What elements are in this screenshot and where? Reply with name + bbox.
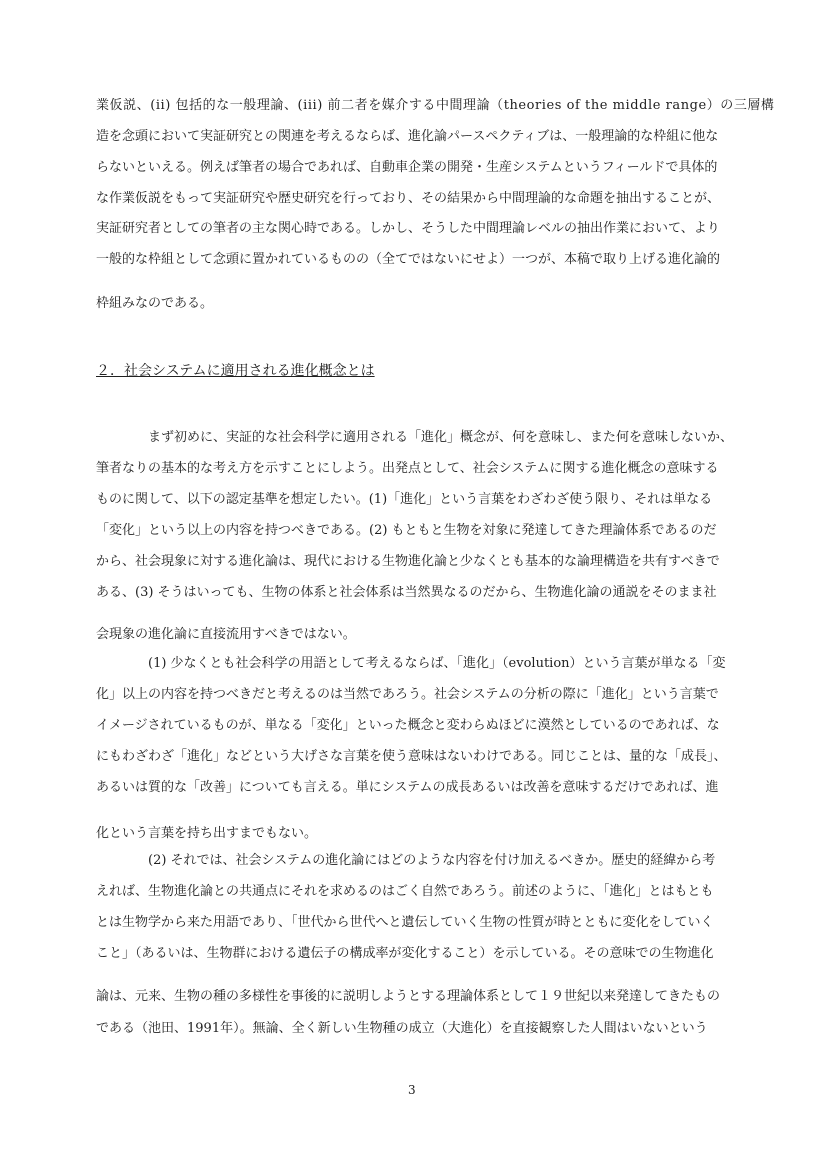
text-line: である（池田、1991年）。無論、全く新しい生物種の成立（大進化）を直接観察した人間はいないという [96, 1021, 708, 1036]
text-line: 「変化」という以上の内容を持つべきである。(2) もともと生物を対象に発達してきた理論体系であるのだ [96, 523, 717, 538]
text-line: にもわざわざ「進化」などという大げさな言葉を使う意味はないわけである。同じことは、量的な「成長」、 [96, 749, 727, 764]
text-line: ある、(3) そうはいっても、生物の体系と社会体系は当然異なるのだから、生物進化論の通説をそのまま社 [96, 585, 717, 600]
text-line: 化」以上の内容を持つべきだと考えるのは当然であろう。社会システムの分析の際に「進化」という言葉で [96, 687, 719, 702]
text-line: ものに関して、以下の認定基準を想定したい。(1)「進化」という言葉をわざわざ使う限り、それは単なる [96, 492, 713, 507]
text-line: 会現象の進化論に直接流用すべきではない。 [96, 627, 356, 642]
text-line: とは生物学から来た用語であり、「世代から世代へと遺伝していく生物の性質が時とともに変化をしていく [96, 915, 714, 930]
text-line: こと」（あるいは、生物群における遺伝子の構成率が変化すること）を示している。その意味での生物進化 [96, 946, 714, 961]
text-line: 実証研究者としての筆者の主な関心時である。しかし、そうした中間理論レベルの抽出作業において、より [96, 221, 720, 236]
text-line: まず初めに、実証的な社会科学に適用される「進化」概念が、何を意味し、また何を意味しないか、 [148, 430, 734, 445]
text-line: らないといえる。例えば筆者の場合であれば、自動車企業の開発・生産システムというフィールドで具体的 [96, 160, 718, 175]
text-line: 枠組みなのである。 [96, 296, 214, 311]
text-line: 一般的な枠組として念頭に置かれているものの（全てではないにせよ）一つが、本稿で取り上げる進化論的 [96, 252, 721, 267]
text-line: イメージされているものが、単なる「変化」といった概念と変わらぬほどに漠然としているのであれば、な [96, 718, 720, 733]
text-line: 造を念頭において実証研究との関連を考えるならば、進化論パースペクティブは、一般理論的な枠組に他な [96, 129, 719, 144]
text-line: 論は、元来、生物の種の多様性を事後的に説明しようとする理論体系として１９世紀以来発達してきたもの [96, 989, 721, 1004]
text-line: 業仮説、(ii) 包括的な一般理論、(iii) 前二者を媒介する中間理論（theories of the middle range）の三層構 [96, 98, 775, 113]
text-line: から、社会現象に対する進化論は、現代における生物進化論と少なくとも基本的な論理構造を共有すべきで [96, 554, 720, 569]
page-number: 3 [408, 1083, 416, 1097]
text-line: えれば、生物進化論との共通点にそれを求めるのはごく自然であろう。前述のように、「進化」とはもとも [96, 884, 714, 899]
text-line: あるいは質的な「改善」についても言える。単にシステムの成長あるいは改善を意味するだけであれば、進 [96, 780, 719, 795]
text-line: (2) それでは、社会システムの進化論にはどのような内容を付け加えるべきか。歴史的経緯から考 [148, 853, 716, 868]
text-line: (1) 少なくとも社会科学の用語として考えるならば、「進化」（evolution）という言葉が単なる「変 [148, 656, 726, 671]
text-line: 筆者なりの基本的な考え方を示すことにしよう。出発点として、社会システムに関する進化概念の意味する [96, 461, 719, 476]
text-line: な作業仮説をもって実証研究や歴史研究を行っており、その結果から中間理論的な命題を抽出することが、 [96, 191, 721, 206]
section-heading: ２．社会システムに適用される進化概念とは [96, 363, 375, 379]
text-line: 化という言葉を持ち出すまでもない。 [96, 826, 318, 841]
